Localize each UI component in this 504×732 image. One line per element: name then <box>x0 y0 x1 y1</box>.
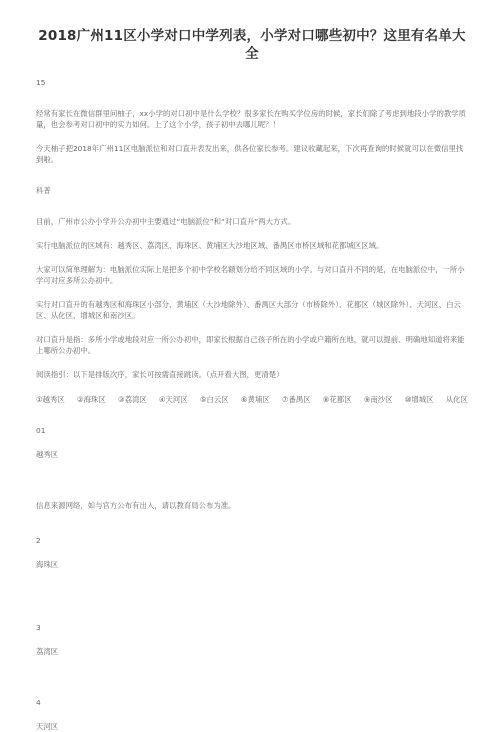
region-link-liwan[interactable]: ③荔湾区 <box>117 395 147 404</box>
paragraph-direct-admission-areas: 实行对口直升的有越秀区和海珠区小部分、黄埔区（大沙地除外）、番禺区大部分（市桥除外）、花都区（城区除外）、天河区、白云区、从化区、增城区和南沙区。 <box>36 300 461 320</box>
section-number: 4 <box>36 698 41 707</box>
section-heading-tianhe: 天河区 <box>36 722 59 731</box>
region-link-haizhu[interactable]: ②海珠区 <box>76 395 106 404</box>
region-link-yuexiu[interactable]: ①越秀区 <box>36 395 65 404</box>
article-title: 2018广州11区小学对口中学列表，小学对口哪些初中？这里有名单大全 <box>38 28 466 62</box>
region-link-huadu[interactable]: ⑧花都区 <box>322 395 352 404</box>
page-number: 15 <box>36 78 46 87</box>
region-link-tianhe[interactable]: ④天河区 <box>158 395 188 404</box>
region-index <box>36 394 468 405</box>
section-heading-liwan: 荔湾区 <box>36 647 59 656</box>
section-heading-haizhu: 海珠区 <box>36 560 59 569</box>
region-link-panyu[interactable]: ⑦番禺区 <box>281 395 311 404</box>
source-note: 信息来源网络，如与官方公布有出入，请以教育局公布为准。 <box>36 501 236 510</box>
paragraph-allocation-explained: 大家可以简单理解为：电脑派位实际上是把多个初中学校名额划分给不同区域的小学。与对口直升不同的是，在电脑派位中，一所小学可对应多所公办初中。 <box>36 265 465 285</box>
section-heading-kepu: 科普 <box>36 186 51 195</box>
paragraph-methods: 目前，广州市公办小学升公办初中主要通过“电脑派位”和“对口直升”两大方式。 <box>36 217 296 226</box>
paragraph-direct-admission-explained: 对口直升是指：多所小学或地段对应一所公办初中，即家长根据自己孩子所在的小学或户籍所在地，就可以提前、明确地知道将来能上哪所公办初中。 <box>36 335 465 355</box>
region-link-huangpu[interactable]: ⑥黄埔区 <box>240 395 270 404</box>
region-link-conghua[interactable]: 从化区 <box>445 395 468 404</box>
paragraph-computer-allocation: 实行电脑派位的区域有：越秀区、荔湾区、海珠区、黄埔区大沙地区域、番禺区市桥区域和花都城区区域。 <box>36 241 384 250</box>
section-number: 01 <box>36 426 46 435</box>
intro-paragraph: 经常有家长在微信群里问柚子，xx小学的对口初中是什么学校？很多家长在购买学位房的时候，家长们除了考虑到地段小学的教学质量，也会参考对口初中的实力如何。上了这个小学，孩子初中去哪儿呢？！ <box>36 109 467 129</box>
section-number: 2 <box>36 536 41 545</box>
section-heading-yuexiu: 越秀区 <box>36 450 59 459</box>
intro-paragraph-2: 今天柚子把2018年广州11区电脑派位和对口直升表发出来，供各位家长参考。建议收藏起来，下次再查询的时候就可以在微信里找到啦。 <box>36 144 464 164</box>
region-link-zengcheng[interactable]: ⑩增城区 <box>404 395 434 404</box>
reading-guide: 阅读指引：以下是排版次序，家长可按需直接跳读。（点开看大图，更清楚） <box>36 370 284 379</box>
region-link-nansha[interactable]: ⑨南沙区 <box>363 395 393 404</box>
section-number: 3 <box>36 623 41 632</box>
region-link-baiyun[interactable]: ⑤白云区 <box>199 395 229 404</box>
